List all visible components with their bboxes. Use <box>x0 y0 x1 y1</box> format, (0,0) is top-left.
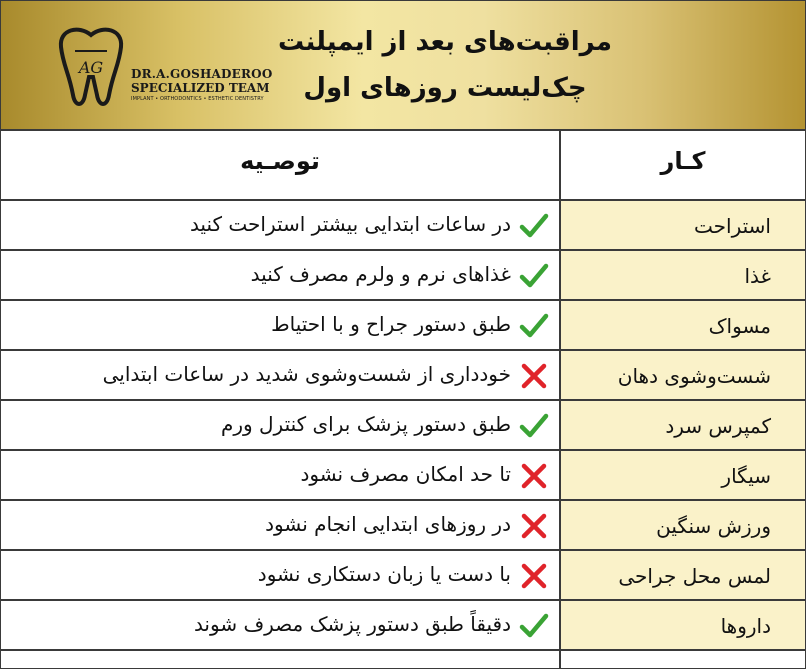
advice-cell <box>1 501 559 549</box>
check-icon <box>519 411 549 441</box>
advice-cell <box>1 601 559 649</box>
task-cell: غذا <box>561 251 805 299</box>
task-cell: لمس محل جراحی <box>561 551 805 599</box>
check-icon <box>519 211 549 241</box>
column-divider <box>559 131 561 668</box>
cross-icon <box>519 511 549 541</box>
advice-cell <box>1 251 559 299</box>
table-header <box>1 131 805 201</box>
logo-name: DR.A.GOSHADEROO <box>131 67 273 81</box>
advice-cell <box>1 351 559 399</box>
logo-monogram: AG <box>78 58 104 77</box>
check-icon <box>519 261 549 291</box>
task-cell: شست‌وشوی دهان <box>561 351 805 399</box>
header-banner <box>1 1 805 131</box>
advice-text: غذاهای نرم و ولرم مصرف کنید <box>250 262 511 286</box>
title-line-1: مراقبت‌های بعد از ایمپلنت <box>278 27 612 57</box>
task-cell: مسواک <box>561 301 805 349</box>
task-cell: داروها <box>561 601 805 649</box>
advice-text: طبق دستور پزشک برای کنترل ورم <box>220 412 511 436</box>
title-line-2: چک‌لیست روزهای اول <box>303 73 587 103</box>
advice-text: با دست یا زبان دستکاری نشود <box>257 562 511 586</box>
table-row <box>1 601 805 651</box>
task-cell: ورزش سنگین <box>561 501 805 549</box>
table-row <box>1 201 805 251</box>
cross-icon <box>519 561 549 591</box>
advice-cell <box>1 201 559 249</box>
advice-text: طبق دستور جراح و با احتیاط <box>271 312 511 336</box>
table-row <box>1 501 805 551</box>
task-cell: سیگار <box>561 451 805 499</box>
page-title <box>235 19 655 111</box>
advice-text: در ساعات ابتدایی بیشتر استراحت کنید <box>189 212 511 236</box>
advice-text: تا حد امکان مصرف نشود <box>300 462 511 486</box>
table-row <box>1 451 805 501</box>
check-icon <box>519 311 549 341</box>
task-cell: کمپرس سرد <box>561 401 805 449</box>
advice-cell <box>1 451 559 499</box>
table-row <box>1 401 805 451</box>
cross-icon <box>519 461 549 491</box>
table-row <box>1 551 805 601</box>
column-header-task: کـار <box>660 147 706 175</box>
advice-cell <box>1 401 559 449</box>
advice-text: دقیقاً طبق دستور پزشک مصرف شوند <box>193 612 511 636</box>
table-row <box>1 301 805 351</box>
task-cell: استراحت <box>561 201 805 249</box>
advice-text: در روزهای ابتدایی انجام نشود <box>265 512 511 536</box>
cross-icon <box>519 361 549 391</box>
logo-team: SPECIALIZED TEAM <box>131 81 270 95</box>
advice-text: خودداری از شست‌وشوی شدید در ساعات ابتدایی <box>102 362 511 386</box>
table-row <box>1 351 805 401</box>
logo-subtitle: IMPLANT • ORTHODONTICS • ESTHETIC DENTISTRY <box>131 96 264 102</box>
check-icon <box>519 611 549 641</box>
tooth-logo-icon <box>51 21 131 113</box>
advice-cell <box>1 301 559 349</box>
table-row <box>1 251 805 301</box>
column-header-advice: توصـیه <box>240 147 320 175</box>
advice-cell <box>1 551 559 599</box>
